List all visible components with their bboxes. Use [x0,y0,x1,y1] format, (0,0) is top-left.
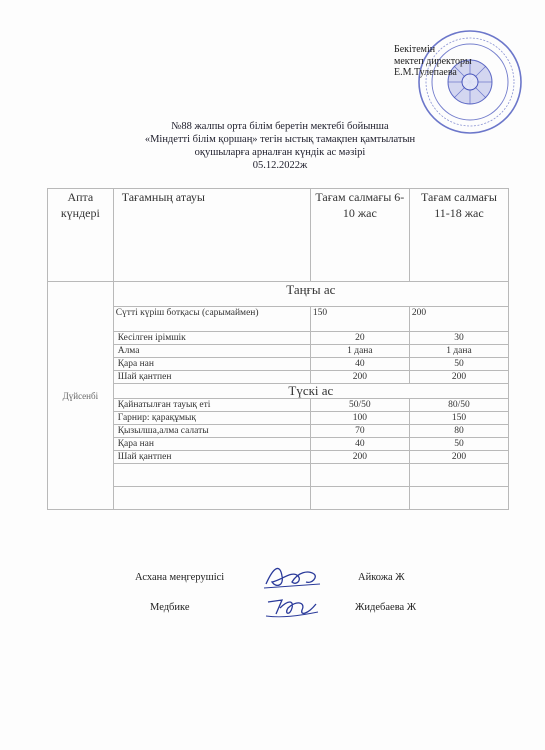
table-row [48,371,509,384]
weight-6-10: 150 [310,307,409,332]
signature-nurse [262,594,322,622]
weight-6-10: 200 [310,451,409,464]
role-nurse: Медбике [150,602,190,613]
weight-6-10: 100 [310,412,409,425]
empty-cell [310,487,409,510]
table-row [48,438,509,451]
signature-kitchen-head [262,562,324,592]
dish-name: Қызылша,алма салаты [113,425,310,438]
weight-11-18: 50 [409,358,508,371]
header-weight-6-10: Тағам салмағы 6-10 жас [310,189,409,282]
table-row [48,451,509,464]
empty-cell [113,464,310,487]
weight-11-18: 1 дана [409,345,508,358]
table-row [48,332,509,345]
dish-name: Шай қантпен [113,371,310,384]
table-row [48,345,509,358]
approval-line-1: Бекітемін [394,44,436,55]
empty-cell [409,464,508,487]
weight-6-10: 70 [310,425,409,438]
breakfast-title: Таңғы ас [113,282,508,307]
title-line-3: оқушыларға арналған күндік ас мәзірі [194,147,366,158]
table-row [48,358,509,371]
weight-6-10: 200 [310,371,409,384]
weight-6-10: 50/50 [310,399,409,412]
lunch-section-row [48,384,509,399]
table-row [48,425,509,438]
weight-6-10: 1 дана [310,345,409,358]
weight-11-18: 30 [409,332,508,345]
dish-name: Алма [113,345,310,358]
dish-name: Сүтті күріш ботқасы (сарымаймен) [113,307,310,332]
empty-cell [409,487,508,510]
title-date: 05.12.2022ж [252,160,308,171]
title-line-2: «Міндетті білім қоршаң» тегін ыстық тамақпен қамтылатын [144,134,416,145]
lunch-title: Түскі ас [113,384,508,399]
breakfast-section-row [48,282,509,307]
dish-name: Қайнатылған тауық еті [113,399,310,412]
weight-6-10: 40 [310,438,409,451]
dish-name: Кесілген ірімшік [113,332,310,345]
document-title [90,120,470,172]
title-line-1: №88 жалпы орта білім беретін мектебі бойынша [171,121,389,132]
table-row [48,399,509,412]
dish-name: Шай қантпен [113,451,310,464]
weight-6-10: 20 [310,332,409,345]
approval-line-2: мектеп директоры [394,55,472,67]
empty-row [48,464,509,487]
approval-line-3: Е.М.Тулепаева [394,67,457,78]
weight-11-18: 200 [409,371,508,384]
empty-cell [113,487,310,510]
weight-11-18: 80 [409,425,508,438]
weight-11-18: 50 [409,438,508,451]
weight-11-18: 150 [409,412,508,425]
table-row [48,412,509,425]
empty-cell [310,464,409,487]
empty-row [48,487,509,510]
header-days: Апта күндері [48,189,114,282]
approval-block [394,44,472,79]
weight-11-18: 200 [409,307,508,332]
role-kitchen-head: Асхана меңгерушісі [135,572,225,583]
name-kitchen-head: Айкожа Ж [358,572,405,583]
header-dish-name: Тағамның атауы [113,189,310,282]
day-cell: Дүйсенбі [48,282,114,510]
weight-11-18: 80/50 [409,399,508,412]
header-weight-11-18: Тағам салмағы 11-18 жас [409,189,508,282]
weight-11-18: 200 [409,451,508,464]
name-nurse: Жидебаева Ж [355,602,417,613]
table-row [48,307,509,332]
table-header-row [48,189,509,282]
dish-name: Гарнир: қарақұмық [113,412,310,425]
dish-name: Қара нан [113,438,310,451]
dish-name: Қара нан [113,358,310,371]
menu-table [47,188,509,510]
weight-6-10: 40 [310,358,409,371]
